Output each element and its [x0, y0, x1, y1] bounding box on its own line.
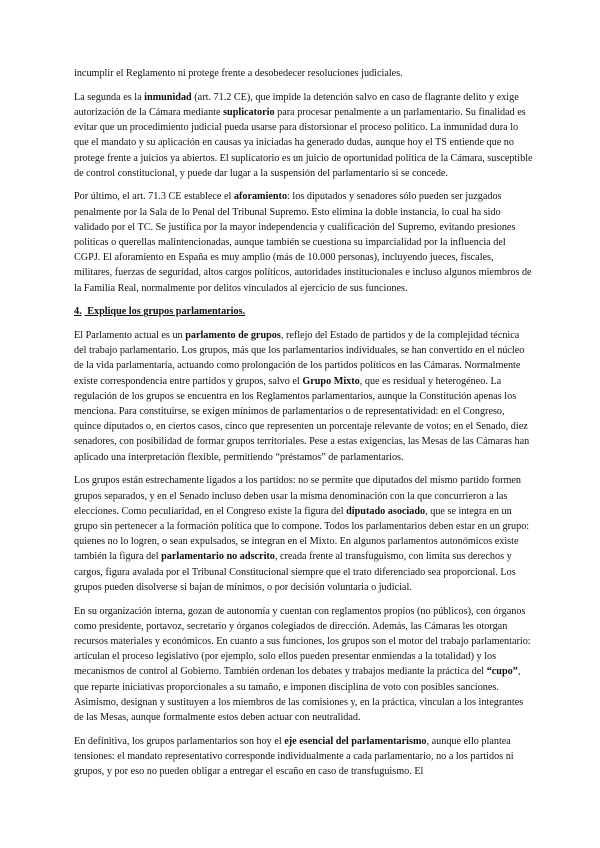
section-title: Explique los grupos parlamentarios.: [87, 306, 246, 318]
paragraph-text: En su organización interna, gozan de autonomía y cuentan con reglamentos propios (no públicos), con órganos como presidente, portavoz, secretario y órganos colegiados de dirección. Además, las Cámaras les otorgan recursos materiales y económicos. En cuanto a sus funciones, los grupos son el motor del trabajo parlamentario: articulan el proceso legislativo (por ejemplo, solo ellos pueden presentar enmiendas a la totalidad) y los mecanismos de control al Gobierno. También ordenan los debates y trabajos mediante la práctica del: [74, 605, 531, 678]
section-heading: [74, 304, 534, 319]
paragraph-p1: [74, 66, 534, 81]
paragraph-text: , que se integra en un grupo sin pertenecer a la formación política que lo compone. Todos los parlamentarios deben estar en un grupo: quienes no lo logren, o sean expulsados, se integran en el Mixto. En algunos parlamentos autonómicos existe también la figura del: [74, 505, 530, 563]
paragraph-text: (art. 71.2 CE), que impide la detención salvo en caso de flagrante delito y exige autorización de la Cámara mediante: [74, 91, 519, 118]
bold-term: “cupo”: [486, 666, 518, 678]
paragraph-text: , aunque ello plantea tensiones: el mandato representativo corresponde individualmente a cada parlamentario, no a los partidos ni grupos, y por eso no pueden obligar a entregar el escaño en caso de transfuguismo. El: [74, 735, 514, 778]
bold-term: diputado asociado: [346, 505, 426, 517]
paragraph-text: Por último, el art. 71.3 CE establece el: [74, 191, 234, 203]
paragraph-text: : los diputados y senadores sólo pueden ser juzgados penalmente por la Sala de lo Penal del Tribunal Supremo. Esto elimina la doble instancia, lo cual ha sido validado por el TC. Se justifica por la mayor independencia y cualificación del Supremo, evitando presiones políticas o querellas malintencionadas, aunque también se cuestiona su imparcialidad por la influencia del CGPJ. El aforamiento en España es muy amplio (más de 10.000 personas), incluyendo jueces, fiscales, militares, fuerzas de seguridad, altos cargos políticos, autoridades institucionales e incluso algunos miembros de la Familia Real, normalmente por delitos vinculados al ejercicio de sus funciones.: [74, 191, 532, 294]
paragraph-p6: [74, 604, 534, 726]
paragraph-text: Los grupos están estrechamente ligados a los partidos: no se permite que diputados del mismo partido formen grupos separados, y en el Senado incluso deben usar la misma denominación con la que concurrieron a las elecciones. Como peculiaridad, en el Congreso existe la figura del: [74, 475, 522, 517]
bold-term: eje esencial del parlamentarismo: [284, 735, 427, 747]
section-number: 4.: [74, 306, 82, 318]
paragraph-p7: [74, 734, 534, 780]
bold-term: aforamiento: [233, 191, 288, 203]
paragraph-text: incumplir el Reglamento ni protege frente a desobedecer resoluciones judiciales.: [74, 68, 403, 79]
document-body: [74, 66, 534, 788]
paragraph-p4: [74, 328, 534, 465]
paragraph-text: La segunda es la: [74, 91, 145, 103]
paragraph-text: , que es residual y heterogéneo. La regulación de los grupos se encuentra en los Reglamentos parlamentarios, aunque la Constitución apenas los menciona. Para constituirse, se exigen mínimos de parlamentarios o de representatividad: en el Congreso, quince diputados o, en ciertos casos, cinco que representen un porcentaje relevante de votos; en el Senado, diez senadores, con posibilidad de formar grupos territoriales. Pese a estas exigencias, las Mesas de las Cámaras han aplicado una interpretación flexible, permitiendo “préstamos” de parlamentarios.: [74, 375, 530, 463]
paragraphs-before-heading: [74, 66, 534, 296]
bold-term: parlamentario no adscrito: [161, 551, 275, 563]
bold-term: suplicatorio: [223, 106, 275, 118]
paragraph-text: El Parlamento actual es un: [74, 330, 186, 342]
paragraph-text: para procesar penalmente a un parlamentario. Su finalidad es evitar que un procedimiento judicial pueda usarse para distorsionar el proceso político. La inmunidad dura lo que el mandato y su aplicación en causas ya iniciadas ha generado dudas, aunque hoy el TS entiende que no protege frente a juicios ya abiertos. El suplicatorio es un juicio de oportunidad política de la Cámara, susceptible de control constitucional, y puede dar lugar a la suspensión del parlamentario si se concede.: [74, 106, 533, 179]
bold-term: parlamento de grupos: [185, 330, 281, 342]
bold-term: Grupo Mixto: [302, 375, 360, 387]
paragraph-text: , que reparte iniciativas proporcionales a su tamaño, e imponen disciplina de voto con posibles sanciones. Asimismo, designan y sustituyen a los miembros de las comisiones y, en la práctica, vinculan a los integrantes de las Mesas, aunque formalmente estos deben actuar con neutralidad.: [74, 666, 524, 723]
paragraphs-after-heading: [74, 328, 534, 779]
paragraph-text: , reflejo del Estado de partidos y de la complejidad técnica del trabajo parlamentario. Los grupos, más que los parlamentarios individuales, se han convertido en el núcleo de la vida parlamentaria, actuando como prolongación de los partidos políticos en las Cámaras. Normalmente existe correspondencia entre partidos y grupos, salvo el: [74, 330, 525, 387]
paragraph-text: , creada frente al transfuguismo, con limita sus derechos y cargos, figura avalada por el Tribunal Constitucional siempre que el trato diferenciado sea proporcional. Los grupos pueden disolverse si bajan de mínimos, o por decisión voluntaria o judicial.: [74, 551, 516, 593]
paragraph-text: En definitiva, los grupos parlamentarios son hoy el: [74, 735, 285, 747]
paragraph-p5: [74, 473, 534, 595]
paragraph-p2: [74, 90, 534, 181]
paragraph-p3: [74, 189, 534, 295]
bold-term: inmunidad: [144, 91, 192, 103]
